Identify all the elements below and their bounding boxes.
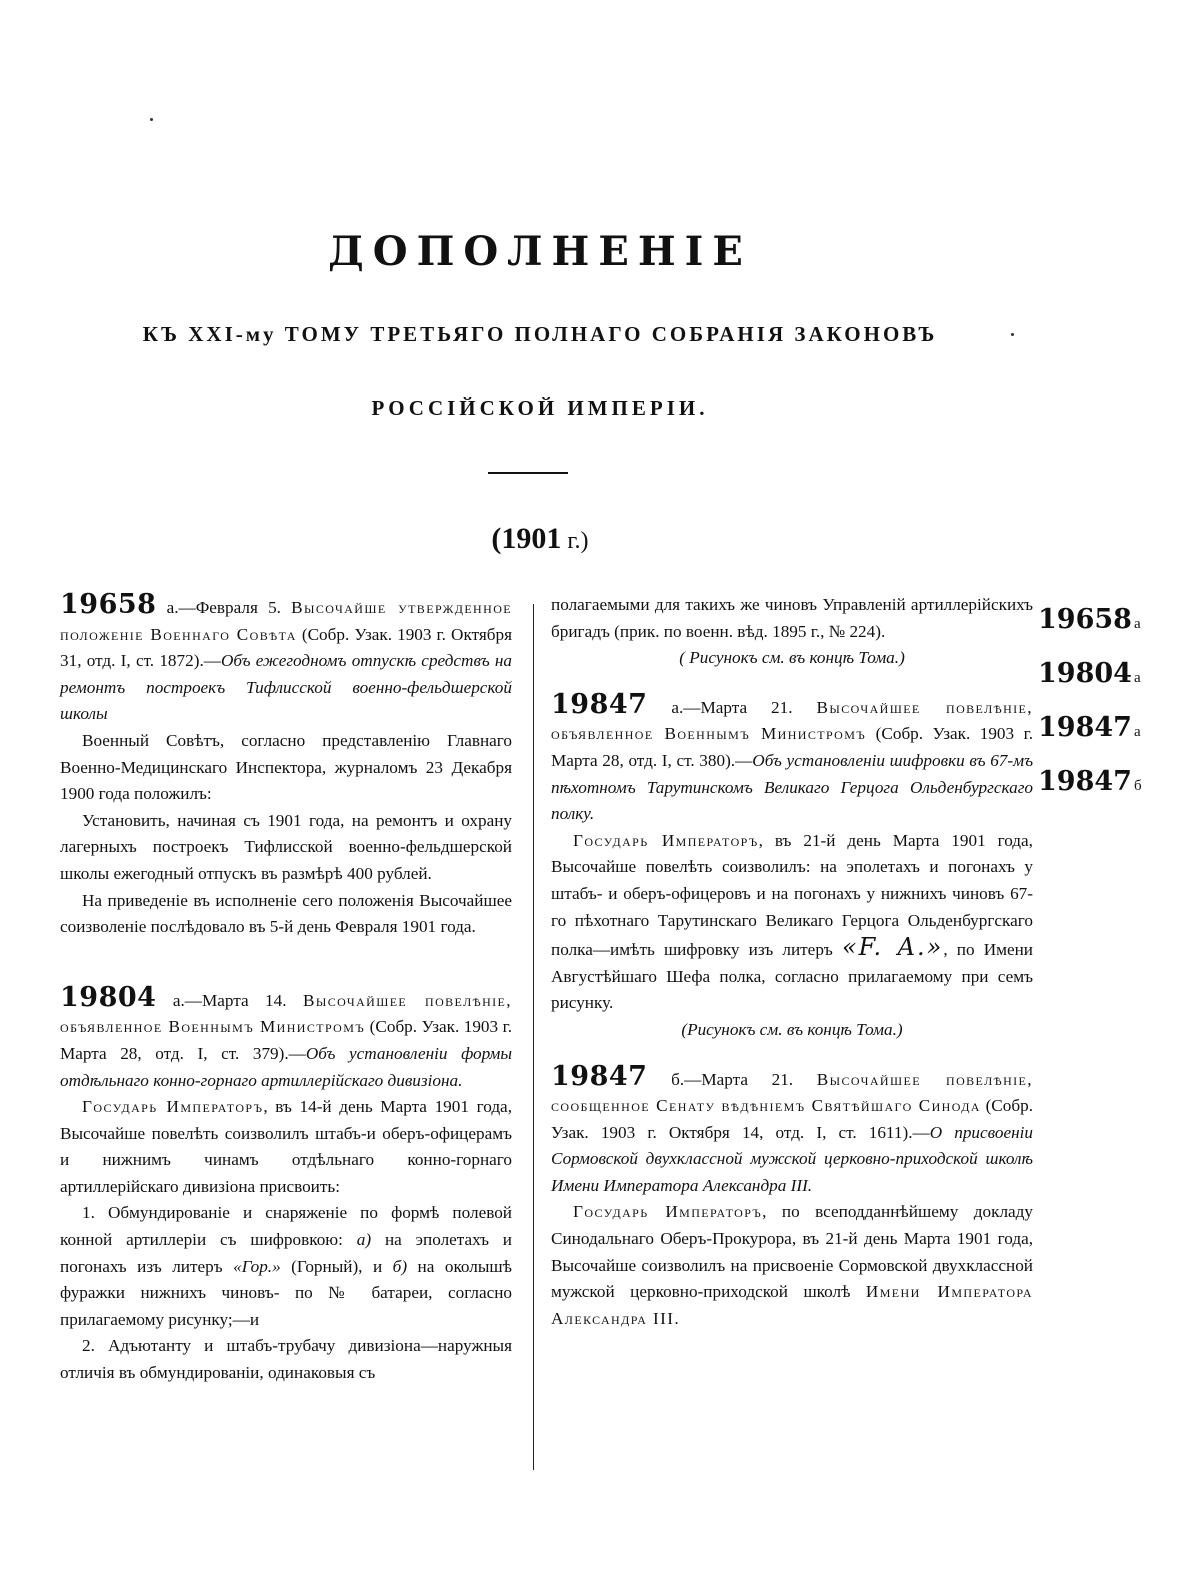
entry-act-type: Высочайшее повелѣніе, объявленное Военнымъ Министромъ — [60, 990, 512, 1037]
sovereign-emperor: Государь Императоръ — [573, 830, 759, 850]
title-divider — [488, 472, 568, 474]
entry-19804-heading — [60, 981, 513, 1094]
entry-date: а.—Февраля 5. — [156, 598, 292, 617]
document-subtitle-2: РОССІЙСКОЙ ИМПЕРІИ. — [371, 396, 709, 420]
paragraph-continuation: полагаемыми для такихъ же чиновъ Управленій артиллерійскихъ бригадъ (прик. по военн. вѣд. 1895 г., № 224). — [551, 595, 1033, 641]
sovereign-emperor: Государь Императоръ — [82, 1097, 264, 1117]
paragraph: На приведеніе въ исполненіе сего положенія Высочайшее соизволеніе послѣдовало въ 5-й день Февраля 1901 года. — [60, 890, 512, 937]
entry-reference: (Собр. Узак. 1903 г. Октября 14, отд. I, ст. 1611).— — [551, 1096, 1034, 1142]
entry-19847a-heading — [551, 688, 1033, 828]
paragraph: Военный Совѣтъ, согласно представленію Главнаго Военно-Медицинскаго Инспектора, журналомъ 23 Декабря 1900 года положилъ: — [60, 730, 512, 804]
paragraph: Государь Императоръ, въ 14-й день Марта 1901 года, Высочайше повелѣть соизволилъ штабъ-и оберъ-офицерамъ и нижнимъ чинамъ отдѣльнаго конно-горнаго артиллерійскаго дивизіона присвоить: — [60, 1097, 512, 1196]
year-heading — [0, 522, 1080, 556]
figure-reference: (Рисунокъ см. въ концѣ Тома.) — [681, 1019, 903, 1039]
entry-date: а.—Марта 14. — [156, 990, 303, 1010]
entry-19658-heading — [60, 589, 512, 728]
entry-number: 19847 — [551, 1060, 648, 1092]
entry-title: Объ ежегодномъ отпускѣ средствъ на ремонтъ построекъ Тифлисской военно-фельдшерской школы — [60, 651, 512, 724]
entry-act-type: Высочайшее повелѣніе, сообщенное Сенату вѣдѣніемъ Святѣйшаго Синода — [551, 1069, 1033, 1116]
entry-19847b-heading — [551, 1060, 1034, 1200]
entry-date: б.—Марта 21. — [647, 1069, 817, 1089]
entry-reference: (Собр. Узак. 1903 г. Октября 31, отд. I, ст. 1872).— — [60, 624, 512, 671]
entry-reference: (Собр. Узак. 1903 г. Марта 28, отд. I, ст. 380).— — [551, 724, 1033, 770]
margin-number: 19804 а — [1038, 658, 1141, 689]
entry-title: О присвоеніи Сормовской двухклассной мужской церковно-приходской школѣ Имени Императора Александра III. — [551, 1122, 1033, 1195]
figure-reference: ( Рисунокъ см. въ концѣ Тома.) — [679, 648, 905, 668]
entry-date: а.—Марта 21. — [647, 697, 817, 717]
column-divider — [533, 604, 534, 1470]
entry-title: Объ установленіи формы отдѣльнаго конно-горнаго артиллерійскаго дивизіона. — [60, 1043, 513, 1090]
entry-number: 19847 — [551, 688, 648, 720]
year-suffix: г.) — [561, 528, 589, 554]
entry-reference: (Собр. Узак. 1903 г. Марта 28, отд. I, ст. 379).— — [60, 1017, 512, 1063]
year-number: (1901 — [491, 522, 562, 555]
margin-number: 19658 а — [1038, 604, 1141, 635]
paragraph: Государь Императоръ, въ 21-й день Марта 1901 года, Высочайше повелѣть соизволилъ: на эполетахъ и погонахъ у штабъ- и оберъ-офицеровъ и на погонахъ у нижнихъ чиновъ 67-го пѣхотнаго Тарутинскаго Великаго Герцога Ольденбургскаго полка—имѣть шифровку изъ литеръ «F. A.», по Имени Августѣйшаго Шефа полка, согласно прилагаемому при семъ рисунку. — [551, 830, 1034, 1013]
entry-act-type: Высочайше утвержденное положеніе Военнаго Совѣта — [60, 598, 512, 644]
paragraph: 1. Обмундированіе и снаряженіе по формѣ полевой конной артиллеріи съ шифровкою: а) на эполетахъ и погонахъ изъ литеръ «Гор.» (Горный), и б) на околышѣ фуражки нижнихъ чиновъ- по № батареи, согласно прилагаемому рисунку;—и — [60, 1203, 512, 1329]
document-title: ДОПОЛНЕНІЕ — [328, 228, 752, 275]
right-column — [551, 592, 1033, 1332]
print-speck — [150, 118, 153, 121]
document-subtitle: КЪ XXI-му ТОМУ ТРЕТЬЯГО ПОЛНАГО СОБРАНІЯ ЗАКОНОВЪ — [142, 322, 938, 346]
entry-number: 19804 — [60, 981, 157, 1013]
margin-number: 19847 б — [1038, 766, 1142, 797]
paragraph: Установить, начиная съ 1901 года, на ремонтъ и охрану лагерныхъ построекъ Тифлисской военно-фельдшерской школы ежегодный отпускъ въ размѣрѣ 400 рублей. — [60, 810, 512, 883]
left-column — [60, 589, 513, 1387]
margin-number: 19847 а — [1038, 712, 1141, 743]
sovereign-emperor: Государь Императоръ — [573, 1202, 763, 1222]
paragraph: Государь Императоръ, по всеподданнѣйшему докладу Синодальнаго Оберъ-Прокурора, въ 21-й день Марта 1901 года, Высочайше соизволилъ на присвоеніе Сормовской двухклассной мужской церковно-приходской школѣ Имени Императора Александра III. — [551, 1202, 1033, 1328]
entry-title: Объ установленіи шифровки въ 67-мъ пѣхотномъ Тарутинскомъ Великаго Герцога Ольденбургскаго полку. — [551, 750, 1033, 824]
cipher-letters: «F. A.» — [841, 933, 944, 962]
margin-index — [1038, 604, 1188, 820]
entry-number: 19658 — [60, 589, 157, 620]
entry-act-type: Высочайшее повелѣніе, объявленное Военнымъ Министромъ — [551, 697, 1033, 744]
paragraph: 2. Адъютанту и штабъ-трубачу дивизіона—наружныя отличія въ обмундированіи, одинаковыя съ — [60, 1336, 512, 1383]
